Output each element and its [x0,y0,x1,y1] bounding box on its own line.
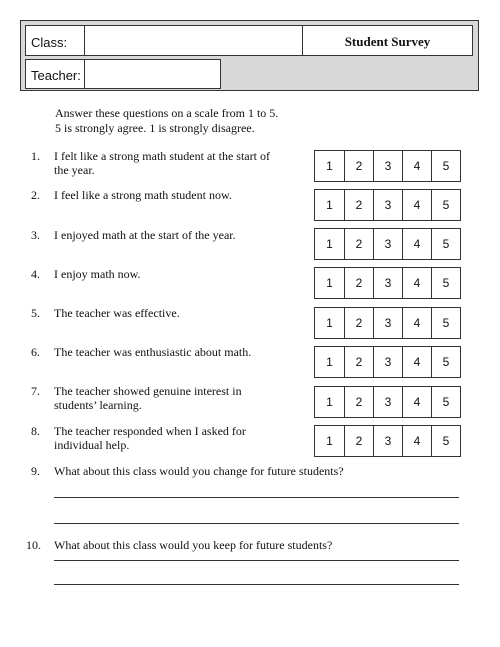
question-text: What about this class would you keep for future students? [54,538,333,552]
question-text: What about this class would you change for future students? [54,464,344,478]
rating-option[interactable]: 3 [373,190,402,220]
rating-option[interactable]: 1 [326,198,333,212]
rating-option[interactable]: 5 [431,426,460,456]
teacher-field[interactable] [25,59,221,89]
rating-option[interactable]: 3 [373,308,402,338]
rating-option[interactable]: 2 [344,190,373,220]
rating-option[interactable]: 2 [344,308,373,338]
answer-line[interactable] [54,560,459,561]
rating-option[interactable]: 3 [373,387,402,417]
question-text: I feel like a strong math student now. [54,188,232,202]
question-number: 9. [31,464,40,478]
rating-option[interactable]: 4 [402,268,431,298]
survey-title: Student Survey [344,34,431,49]
rating-option[interactable]: 1 [326,159,333,173]
survey-header [20,20,479,91]
rating-option[interactable]: 2 [344,387,373,417]
title-box [302,25,473,56]
question-text: The teacher responded when I asked for individual help. [54,424,246,452]
teacher-label: Teacher: [31,68,81,83]
question-number: 3. [31,228,40,242]
teacher-field-divider [84,60,85,88]
question-number: 1. [31,149,40,163]
question-text: The teacher was effective. [54,306,180,320]
rating-option[interactable]: 4 [402,426,431,456]
rating-scale [314,346,461,378]
rating-option[interactable]: 3 [373,347,402,377]
rating-option[interactable]: 5 [431,190,460,220]
rating-scale [314,267,461,299]
instructions-line-2: 5 is strongly agree. 1 is strongly disagree. [55,121,255,135]
rating-option[interactable]: 2 [344,347,373,377]
instructions-line-1: Answer these questions on a scale from 1 to 5. [55,106,279,120]
question-text: I enjoyed math at the start of the year. [54,228,236,242]
rating-option[interactable]: 5 [431,347,460,377]
question-number: 10. [26,538,41,552]
rating-option[interactable]: 4 [402,190,431,220]
rating-option[interactable]: 5 [431,268,460,298]
rating-option[interactable]: 2 [344,229,373,259]
rating-option[interactable]: 3 [373,268,402,298]
rating-option[interactable]: 5 [431,308,460,338]
answer-line[interactable] [54,523,459,524]
rating-scale [314,425,461,457]
rating-option[interactable]: 1 [326,395,333,409]
rating-option[interactable]: 2 [344,268,373,298]
rating-option[interactable]: 2 [344,426,373,456]
rating-option[interactable]: 2 [344,151,373,181]
question-number: 6. [31,345,40,359]
rating-option[interactable]: 5 [431,229,460,259]
rating-option[interactable]: 1 [326,355,333,369]
rating-option[interactable]: 4 [402,347,431,377]
rating-option[interactable]: 5 [431,387,460,417]
rating-option[interactable]: 1 [326,316,333,330]
question-text: The teacher showed genuine interest in students’ learning. [54,384,242,412]
rating-option[interactable]: 3 [373,426,402,456]
answer-line[interactable] [54,584,459,585]
rating-option[interactable]: 3 [373,151,402,181]
question-number: 4. [31,267,40,281]
rating-scale [314,150,461,182]
question-text: I felt like a strong math student at the start of the year. [54,149,270,177]
rating-scale [314,307,461,339]
rating-scale [314,386,461,418]
rating-option[interactable]: 1 [326,434,333,448]
instructions [55,106,278,136]
question-text: The teacher was enthusiastic about math. [54,345,252,359]
class-field[interactable] [25,25,311,56]
rating-option[interactable]: 4 [402,229,431,259]
class-field-divider [84,26,85,55]
rating-option[interactable]: 4 [402,151,431,181]
rating-scale [314,228,461,260]
question-number: 8. [31,424,40,438]
rating-scale [314,189,461,221]
class-label: Class: [31,35,68,50]
rating-option[interactable]: 1 [326,276,333,290]
rating-option[interactable]: 5 [431,151,460,181]
question-number: 5. [31,306,40,320]
rating-option[interactable]: 4 [402,387,431,417]
question-number: 7. [31,384,40,398]
rating-option[interactable]: 3 [373,229,402,259]
answer-line[interactable] [54,497,459,498]
rating-option[interactable]: 1 [326,237,333,251]
rating-option[interactable]: 4 [402,308,431,338]
question-number: 2. [31,188,40,202]
question-text: I enjoy math now. [54,267,141,281]
